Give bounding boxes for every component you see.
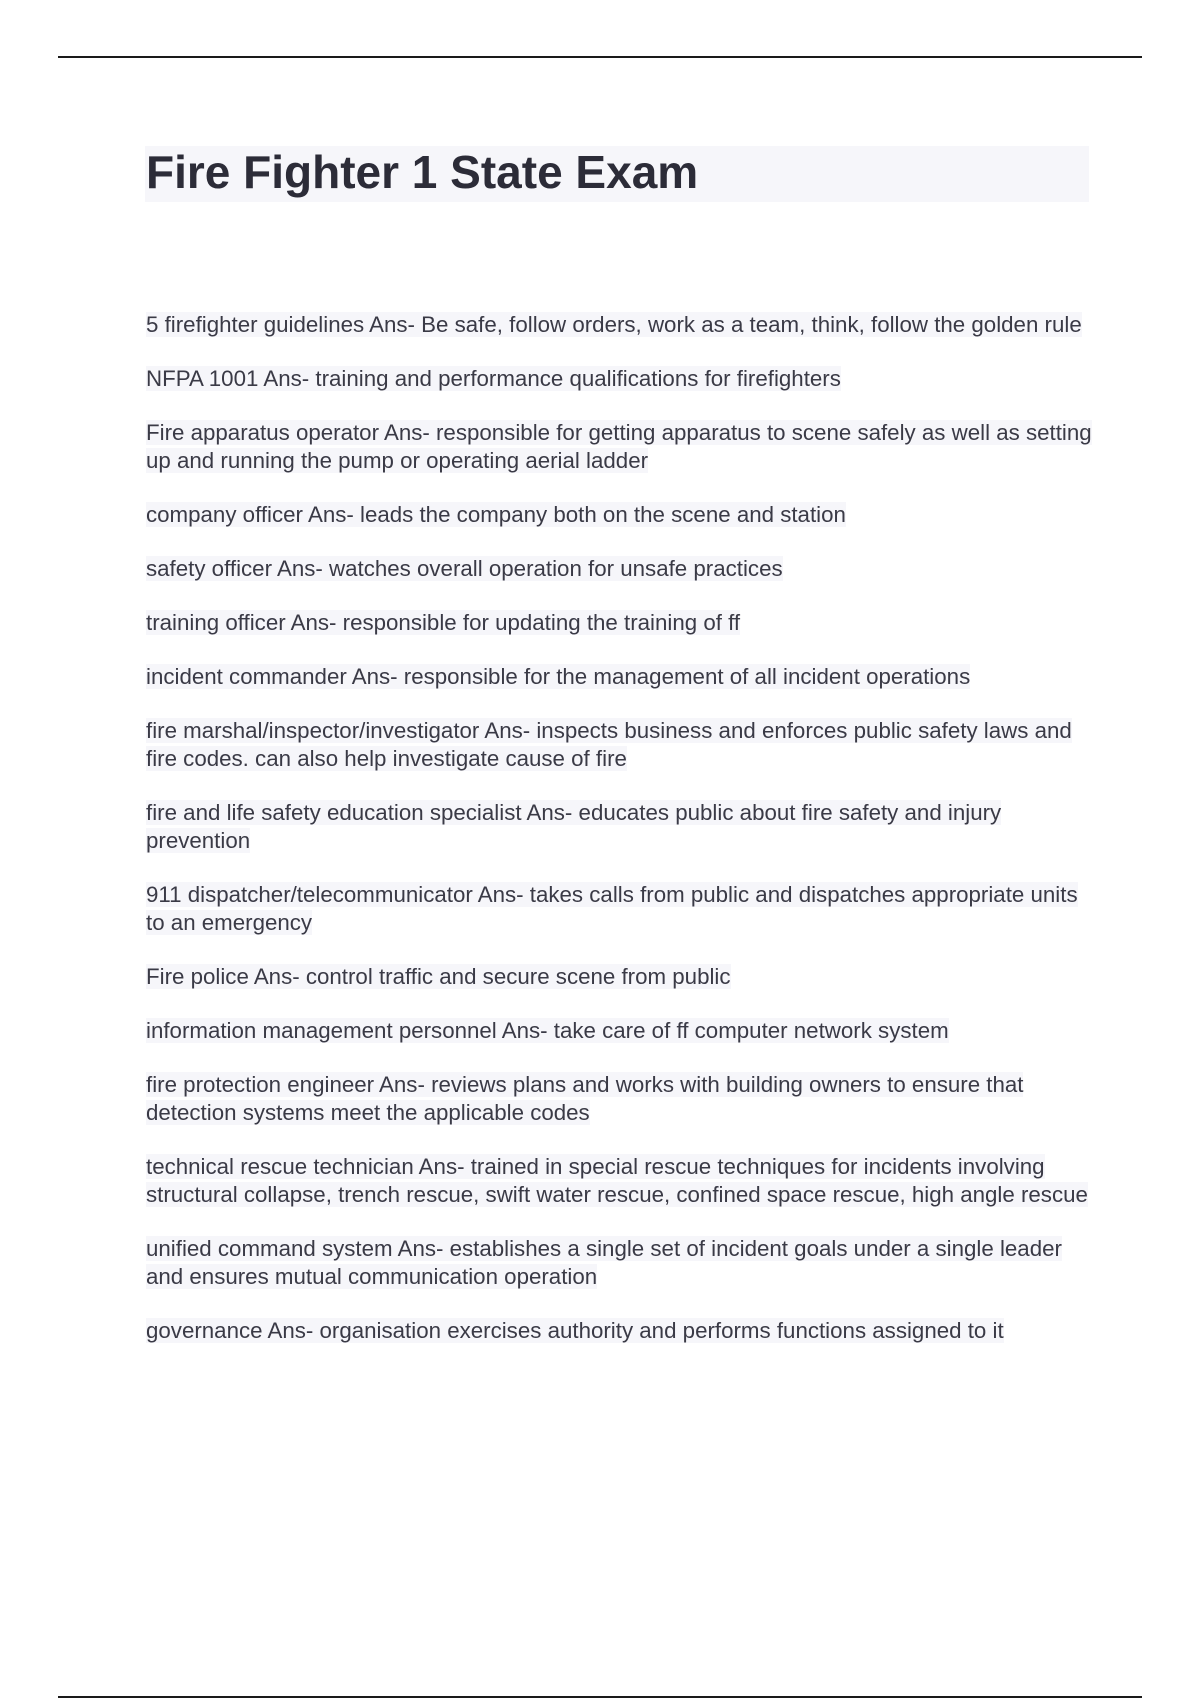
qa-entry-text: fire and life safety education specialist Ans- educates public about fire safety and injury prevention: [146, 800, 1002, 853]
qa-entry-text: company officer Ans- leads the company both on the scene and station: [146, 502, 846, 527]
qa-entry: [146, 609, 1096, 637]
qa-entry-text: unified command system Ans- establishes a single set of incident goals under a single leader and ensures mutual communication operation: [146, 1236, 1062, 1289]
qa-entry-text: 5 firefighter guidelines Ans- Be safe, follow orders, work as a team, think, follow the golden rule: [146, 312, 1082, 337]
page-title: Fire Fighter 1 State Exam: [146, 146, 699, 198]
qa-entry: [146, 1153, 1096, 1209]
header-rule: [58, 56, 1142, 58]
qa-entry: [146, 365, 1096, 393]
qa-entry-text: NFPA 1001 Ans- training and performance qualifications for firefighters: [146, 366, 841, 391]
qa-entry: [146, 717, 1096, 773]
qa-entry: [146, 311, 1096, 339]
qa-entry-text: training officer Ans- responsible for updating the training of ff: [146, 610, 741, 635]
qa-entry: [146, 1017, 1096, 1045]
qa-entry: [146, 1071, 1096, 1127]
qa-entry: [146, 663, 1096, 691]
qa-entry-text: information management personnel Ans- take care of ff computer network system: [146, 1018, 949, 1043]
qa-entry: [146, 419, 1096, 475]
qa-entry-text: incident commander Ans- responsible for the management of all incident operations: [146, 664, 971, 689]
qa-entry-text: fire protection engineer Ans- reviews plans and works with building owners to ensure that detection systems meet the applicable codes: [146, 1072, 1024, 1125]
qa-entry: [146, 1235, 1096, 1291]
qa-entry-text: governance Ans- organisation exercises authority and performs functions assigned to it: [146, 1318, 1004, 1343]
qa-entry-text: safety officer Ans- watches overall operation for unsafe practices: [146, 556, 783, 581]
footer-rule: [58, 1696, 1142, 1698]
qa-entry-text: Fire apparatus operator Ans- responsible for getting apparatus to scene safely as well as setting up and running the pump or operating aerial ladder: [146, 420, 1092, 473]
qa-entry: [146, 1317, 1096, 1345]
qa-list: [146, 311, 1096, 1371]
qa-entry-text: fire marshal/inspector/investigator Ans- inspects business and enforces public safety laws and fire codes. can also help investigate cause of fire: [146, 718, 1072, 771]
qa-entry: [146, 501, 1096, 529]
qa-entry-text: technical rescue technician Ans- trained in special rescue techniques for incidents involving structural collapse, trench rescue, swift water rescue, confined space rescue, high angle rescue: [146, 1154, 1088, 1207]
qa-entry: [146, 963, 1096, 991]
qa-entry: [146, 799, 1096, 855]
qa-entry: [146, 555, 1096, 583]
qa-entry-text: 911 dispatcher/telecommunicator Ans- takes calls from public and dispatches appropriate units to an emergency: [146, 882, 1078, 935]
qa-entry-text: Fire police Ans- control traffic and secure scene from public: [146, 964, 731, 989]
qa-entry: [146, 881, 1096, 937]
